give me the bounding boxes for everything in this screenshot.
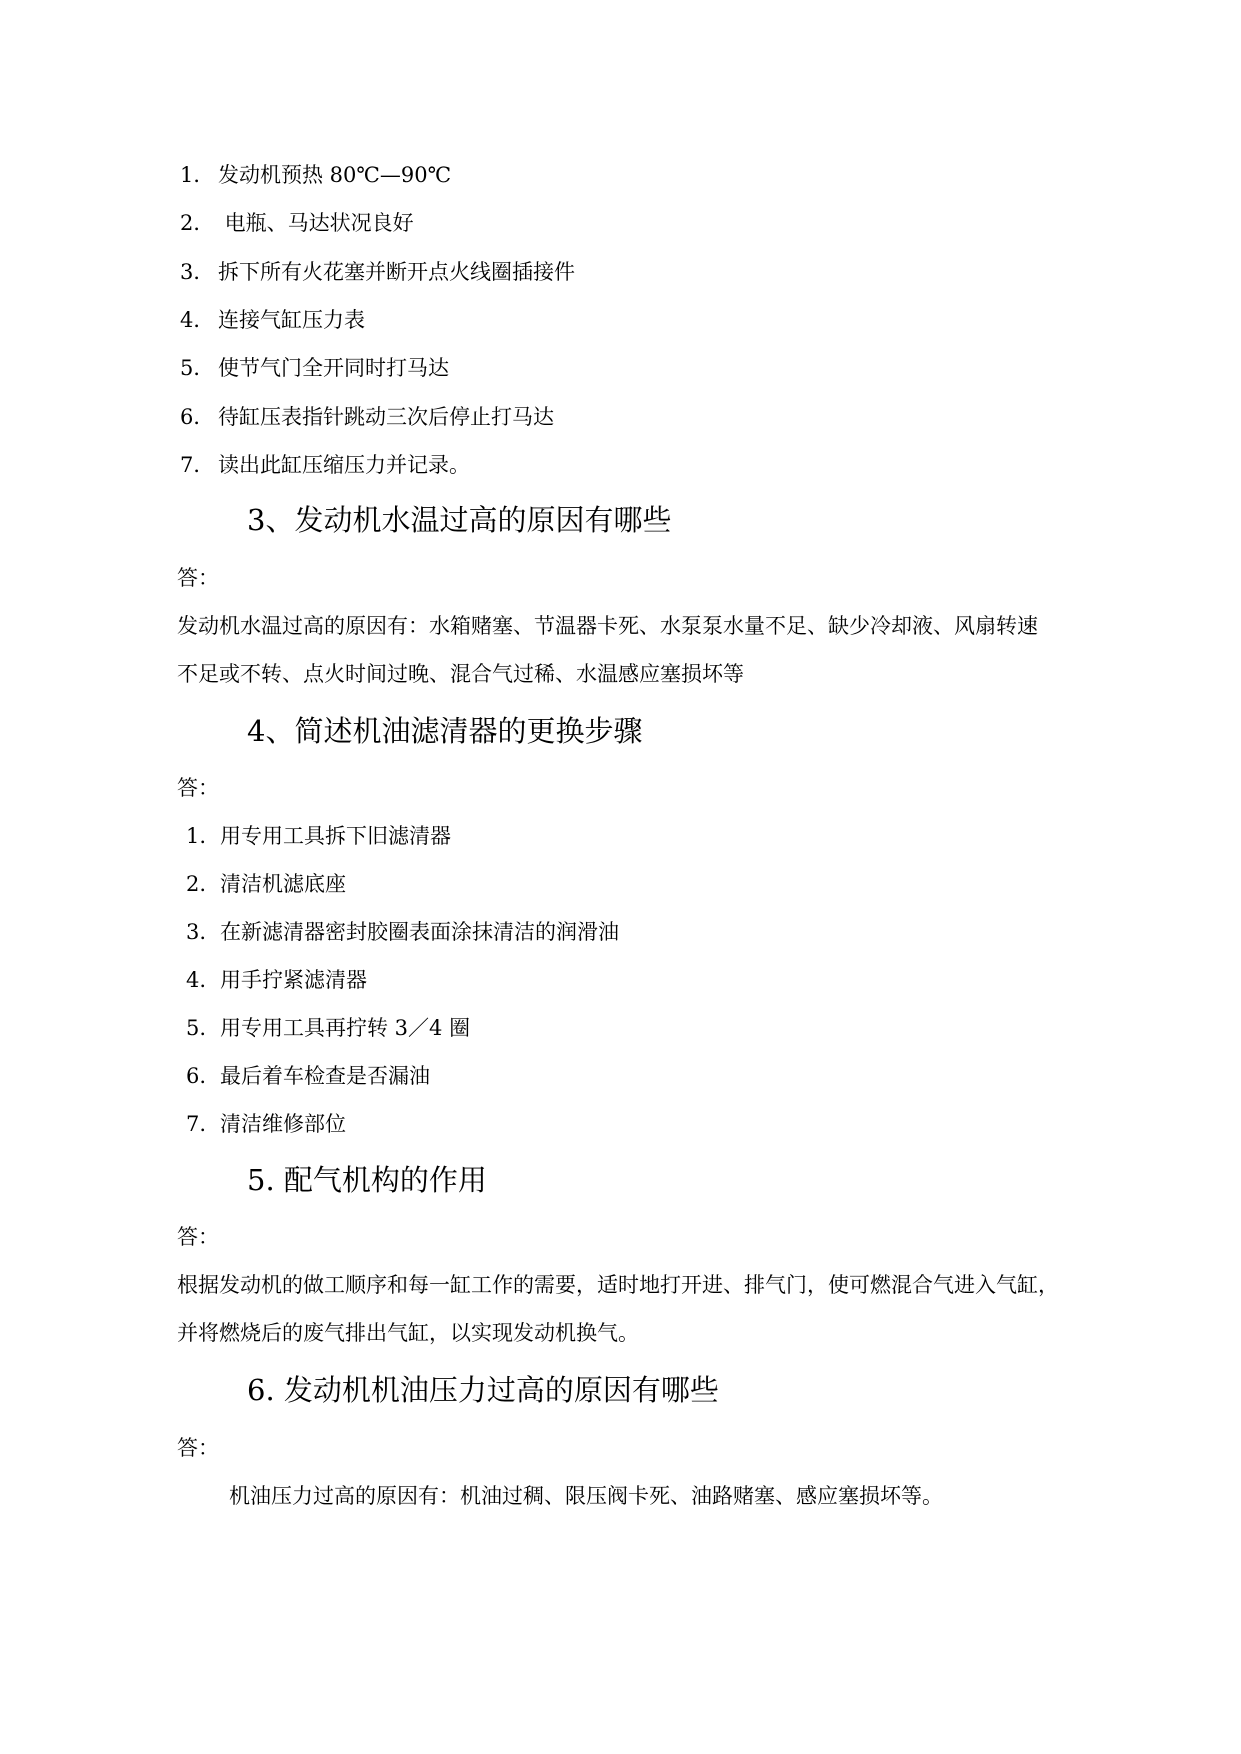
list-item-number: 3． <box>180 260 215 284</box>
answer-text: 根据发动机的做工顺序和每一缸工作的需要，适时地打开进、排气门，使可燃混合气进入气缸， <box>177 1273 1059 1297</box>
answer-text: 机油压力过高的原因有：机油过稠、限压阀卡死、油路赌塞、感应塞损坏等。 <box>229 1484 943 1508</box>
list-item-number: 6． <box>180 405 215 429</box>
list-item-text: 用手拧紧滤清器 <box>220 968 367 992</box>
list-item-number: 5． <box>180 356 215 380</box>
list-item <box>186 918 619 946</box>
list-item <box>186 1110 346 1138</box>
list-item-text: 使节气门全开同时打马达 <box>218 356 449 380</box>
answer-label: 答： <box>177 566 219 590</box>
list-item <box>180 161 451 189</box>
list-item-number: 1． <box>180 163 215 187</box>
list-item-number: 7. <box>186 1112 207 1136</box>
list-item-number: 3. <box>186 920 207 944</box>
list-item-number: 7． <box>180 453 215 477</box>
list-item <box>180 451 470 479</box>
list-item-number: 1. <box>186 824 207 848</box>
list-item <box>186 1062 430 1090</box>
list-item-text: 读出此缸压缩压力并记录。 <box>218 453 470 477</box>
list-item-text: 清洁机滤底座 <box>220 872 346 896</box>
answer-label: 答： <box>177 1225 219 1249</box>
list-item <box>180 403 554 431</box>
answer-text: 并将燃烧后的废气排出气缸，以实现发动机换气。 <box>177 1321 639 1345</box>
answer-label: 答： <box>177 776 219 800</box>
list-item-number: 6. <box>186 1064 207 1088</box>
list-item <box>180 354 449 382</box>
list-item-text: 最后着车检查是否漏油 <box>220 1064 430 1088</box>
list-item-text: 在新滤清器密封胶圈表面涂抹清洁的润滑油 <box>220 920 619 944</box>
list-item <box>186 1014 470 1042</box>
question-heading: 6. 发动机机油压力过高的原因有哪些 <box>247 1373 719 1407</box>
list-item-number: 4. <box>186 968 207 992</box>
list-item-number: 4． <box>180 308 215 332</box>
list-item-number: 2. <box>186 872 207 896</box>
list-item-number: 5. <box>186 1016 207 1040</box>
question-heading: 5. 配气机构的作用 <box>247 1163 487 1197</box>
list-item-text: 连接气缸压力表 <box>218 308 365 332</box>
list-item-text: 清洁维修部位 <box>220 1112 346 1136</box>
list-item <box>186 870 346 898</box>
list-item-text: 发动机预热 80℃—90℃ <box>218 163 452 187</box>
list-item-text: 用专用工具拆下旧滤清器 <box>220 824 451 848</box>
list-item-text: 待缸压表指针跳动三次后停止打马达 <box>218 405 554 429</box>
list-item-text: 用专用工具再拧转 3／4 圈 <box>220 1016 471 1040</box>
answer-text: 发动机水温过高的原因有：水箱赌塞、节温器卡死、水泵泵水量不足、缺少冷却液、风扇转速 <box>177 614 1038 638</box>
question-heading: 4、简述机油滤清器的更换步骤 <box>247 714 643 748</box>
answer-text: 不足或不转、点火时间过晚、混合气过稀、水温感应塞损坏等 <box>177 662 744 686</box>
list-item-text: 拆下所有火花塞并断开点火线圈插接件 <box>218 260 575 284</box>
question-heading: 3、发动机水温过高的原因有哪些 <box>247 503 672 537</box>
list-item <box>180 258 575 286</box>
list-item <box>186 966 367 994</box>
list-item <box>180 306 365 334</box>
list-item <box>180 209 414 237</box>
list-item <box>186 822 451 850</box>
list-item-number: 2． <box>180 211 215 235</box>
answer-label: 答： <box>177 1436 219 1460</box>
list-item-text: 电瓶、马达状况良好 <box>218 211 414 235</box>
